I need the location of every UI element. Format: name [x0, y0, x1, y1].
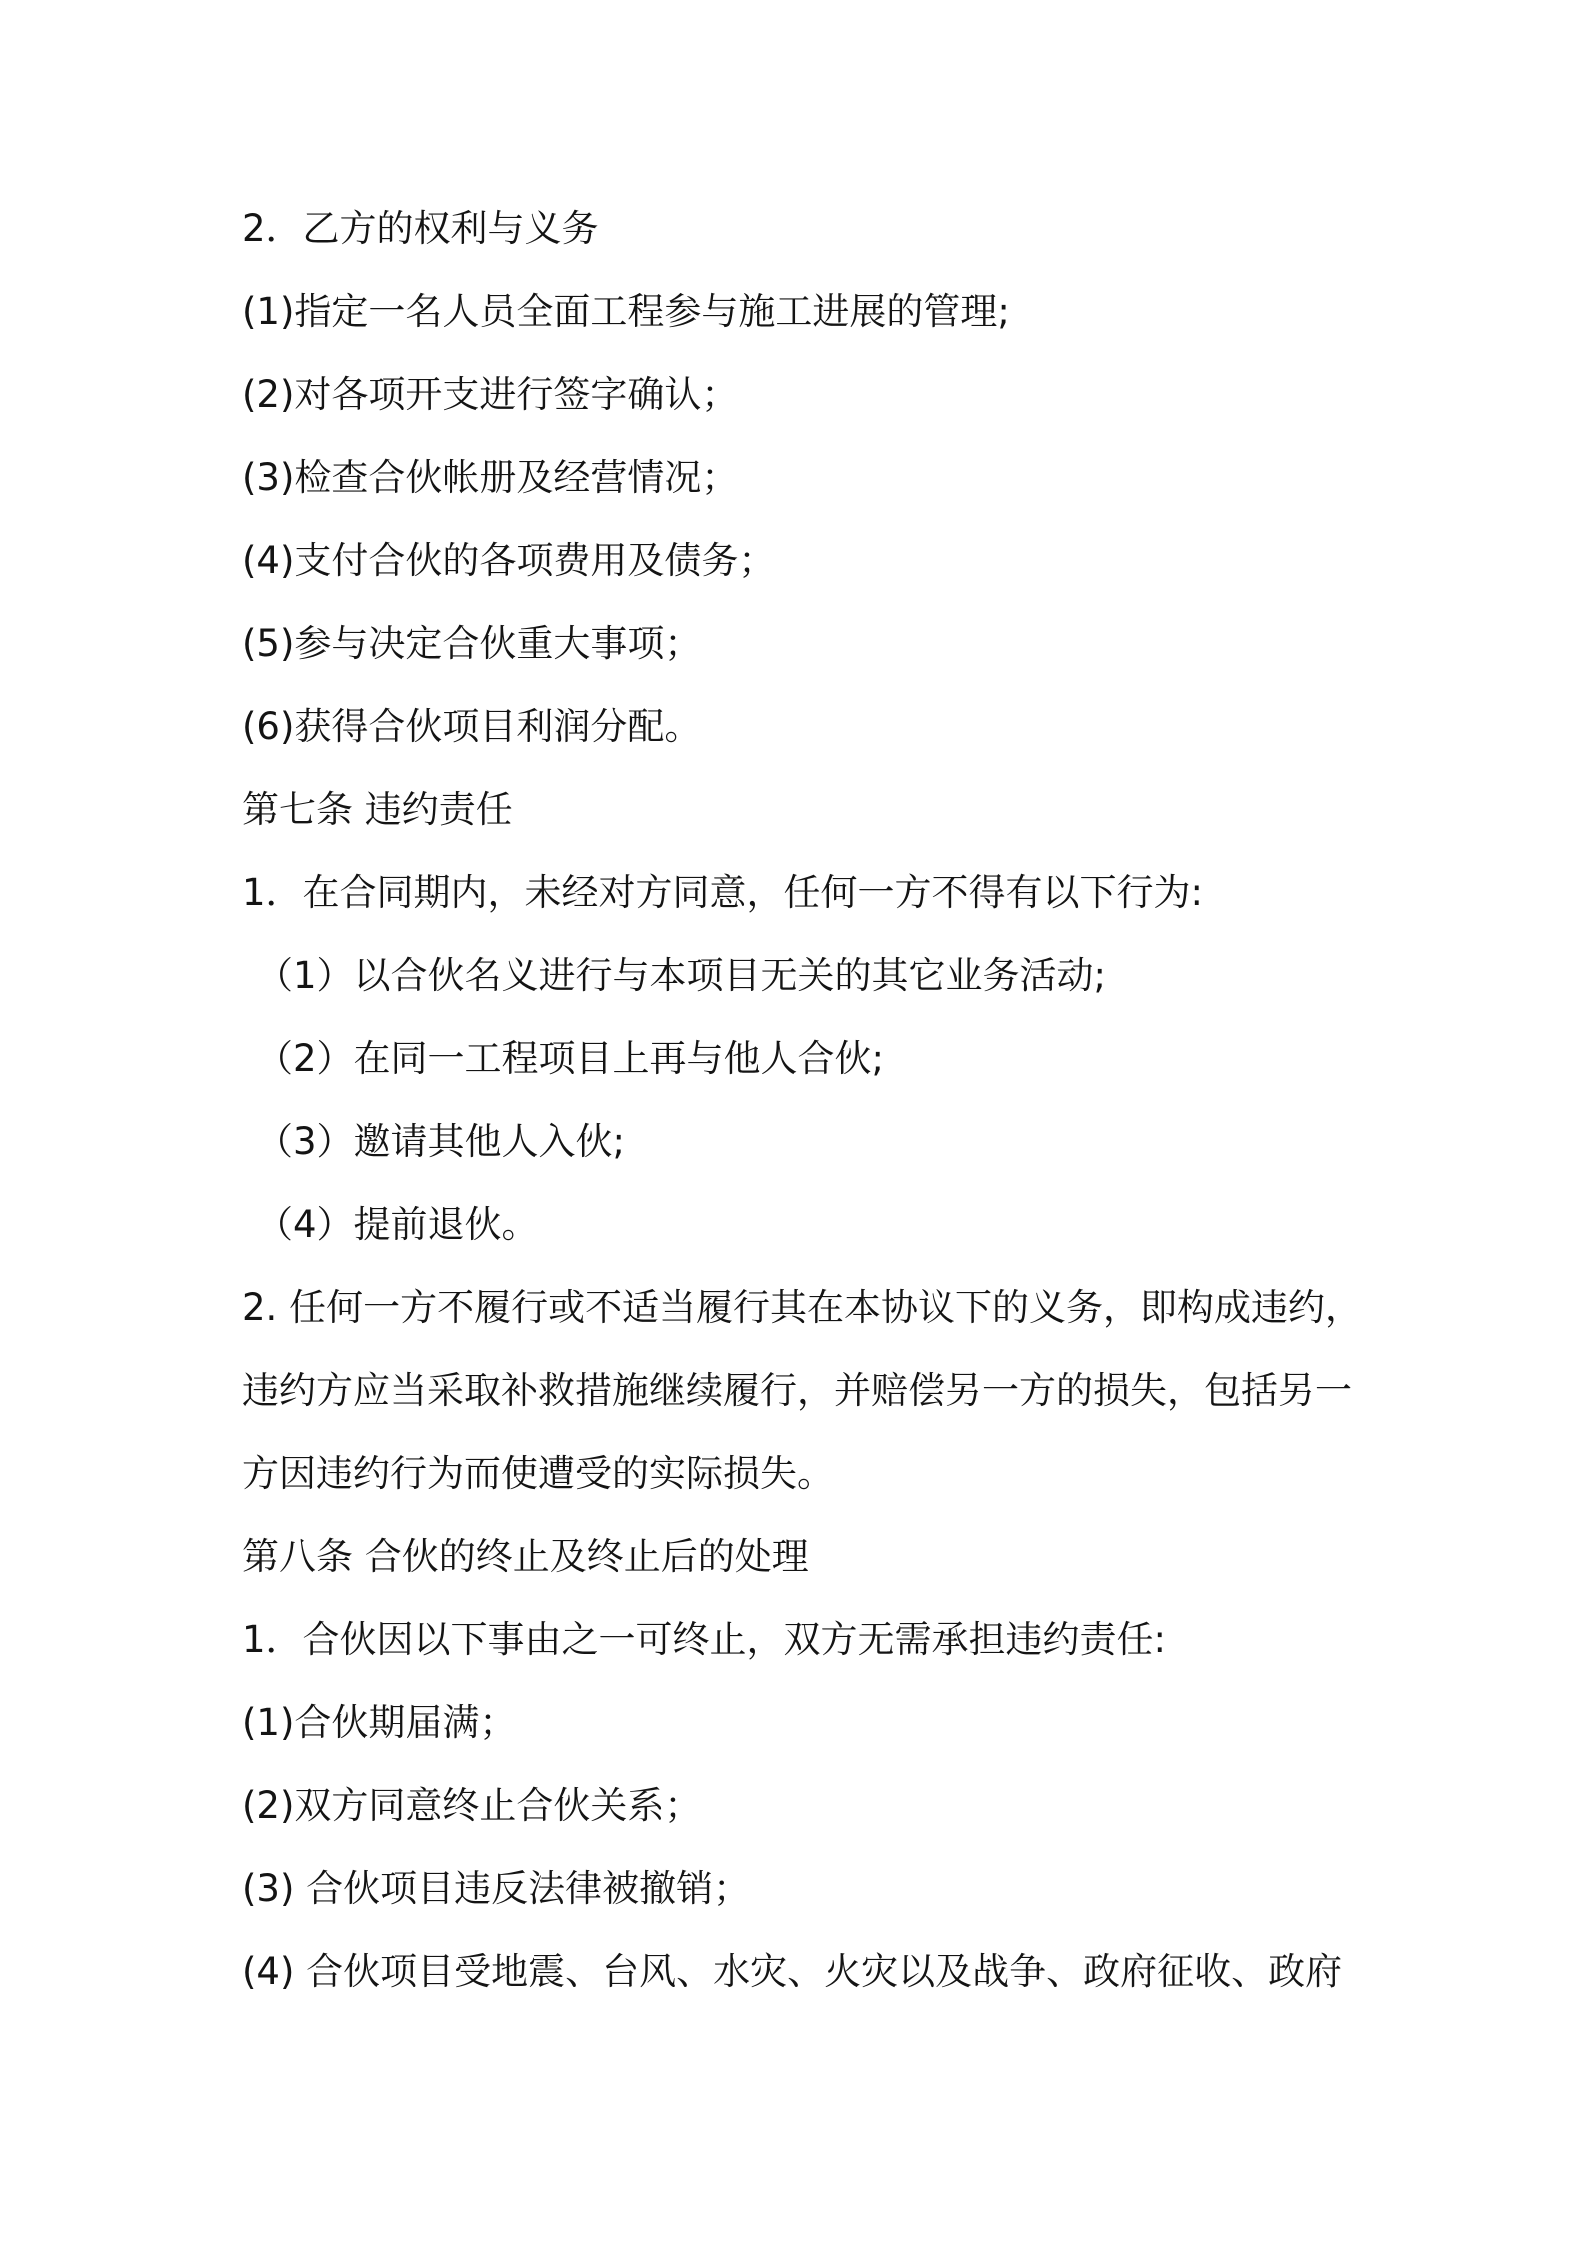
list-item: (4)支付合伙的各项费用及债务； — [242, 539, 776, 582]
list-item: (4) 合伙项目受地震、台风、水灾、火灾以及战争、政府征收、政府 — [242, 1950, 1343, 1993]
list-item: （2）在同一工程项目上再与他人合伙; — [256, 1037, 885, 1080]
list-item: (3) 合伙项目违反法律被撤销； — [242, 1867, 751, 1910]
list-item: (2)对各项开支进行签字确认； — [242, 373, 739, 416]
list-item: （3）邀请其他人入伙; — [256, 1120, 626, 1163]
list-item: (3)检查合伙帐册及经营情况； — [242, 456, 739, 499]
paragraph-line: 方因违约行为而使遭受的实际损失。 — [242, 1452, 834, 1495]
list-item: (5)参与决定合伙重大事项； — [242, 622, 702, 665]
list-item: (1)合伙期届满； — [242, 1701, 517, 1744]
paragraph-line: 2. 任何一方不履行或不适当履行其在本协议下的义务，即构成违约， — [242, 1286, 1363, 1329]
list-item: (2)双方同意终止合伙关系； — [242, 1784, 702, 1827]
section-heading-party-b-rights: 2．乙方的权利与义务 — [242, 207, 599, 250]
paragraph-line: 违约方应当采取补救措施继续履行，并赔偿另一方的损失，包括另一 — [242, 1369, 1352, 1412]
article-heading-article-8: 第八条 合伙的终止及终止后的处理 — [242, 1535, 809, 1578]
paragraph-line: 1．合伙因以下事由之一可终止，双方无需承担违约责任: — [242, 1618, 1167, 1661]
paragraph-line: 1．在合同期内，未经对方同意，任何一方不得有以下行为: — [242, 871, 1204, 914]
list-item: (1)指定一名人员全面工程参与施工进展的管理; — [242, 290, 1010, 333]
list-item: (6)获得合伙项目利润分配。 — [242, 705, 702, 748]
list-item: （4）提前退伙。 — [256, 1203, 539, 1246]
list-item: （1）以合伙名义进行与本项目无关的其它业务活动; — [256, 954, 1107, 997]
article-heading-article-7: 第七条 违约责任 — [242, 788, 513, 831]
